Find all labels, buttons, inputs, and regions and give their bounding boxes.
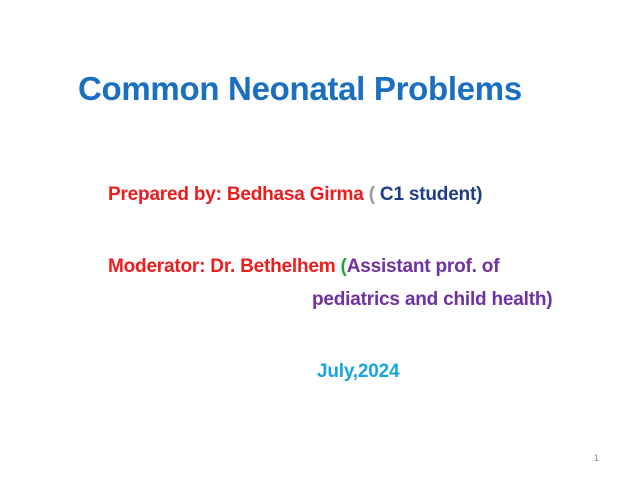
moderator-role-line2: pediatrics and child health) bbox=[312, 289, 553, 310]
prepared-by-role: C1 student) bbox=[374, 184, 483, 205]
moderator-role-line1: Assistant prof. of bbox=[346, 256, 500, 277]
moderator-line bbox=[108, 256, 499, 278]
slide-title: Common Neonatal Problems bbox=[78, 70, 522, 107]
slide-page-number: 1 bbox=[594, 453, 600, 463]
moderator-open-paren: ( bbox=[335, 256, 347, 277]
prepared-by-line bbox=[108, 184, 482, 206]
prepared-by-label: Prepared by: Bedhasa Girma bbox=[108, 184, 364, 205]
prepared-by-open-paren: ( bbox=[363, 184, 375, 205]
presentation-date: July,2024 bbox=[317, 361, 400, 382]
moderator-label: Moderator: Dr. Bethelhem bbox=[108, 256, 336, 277]
